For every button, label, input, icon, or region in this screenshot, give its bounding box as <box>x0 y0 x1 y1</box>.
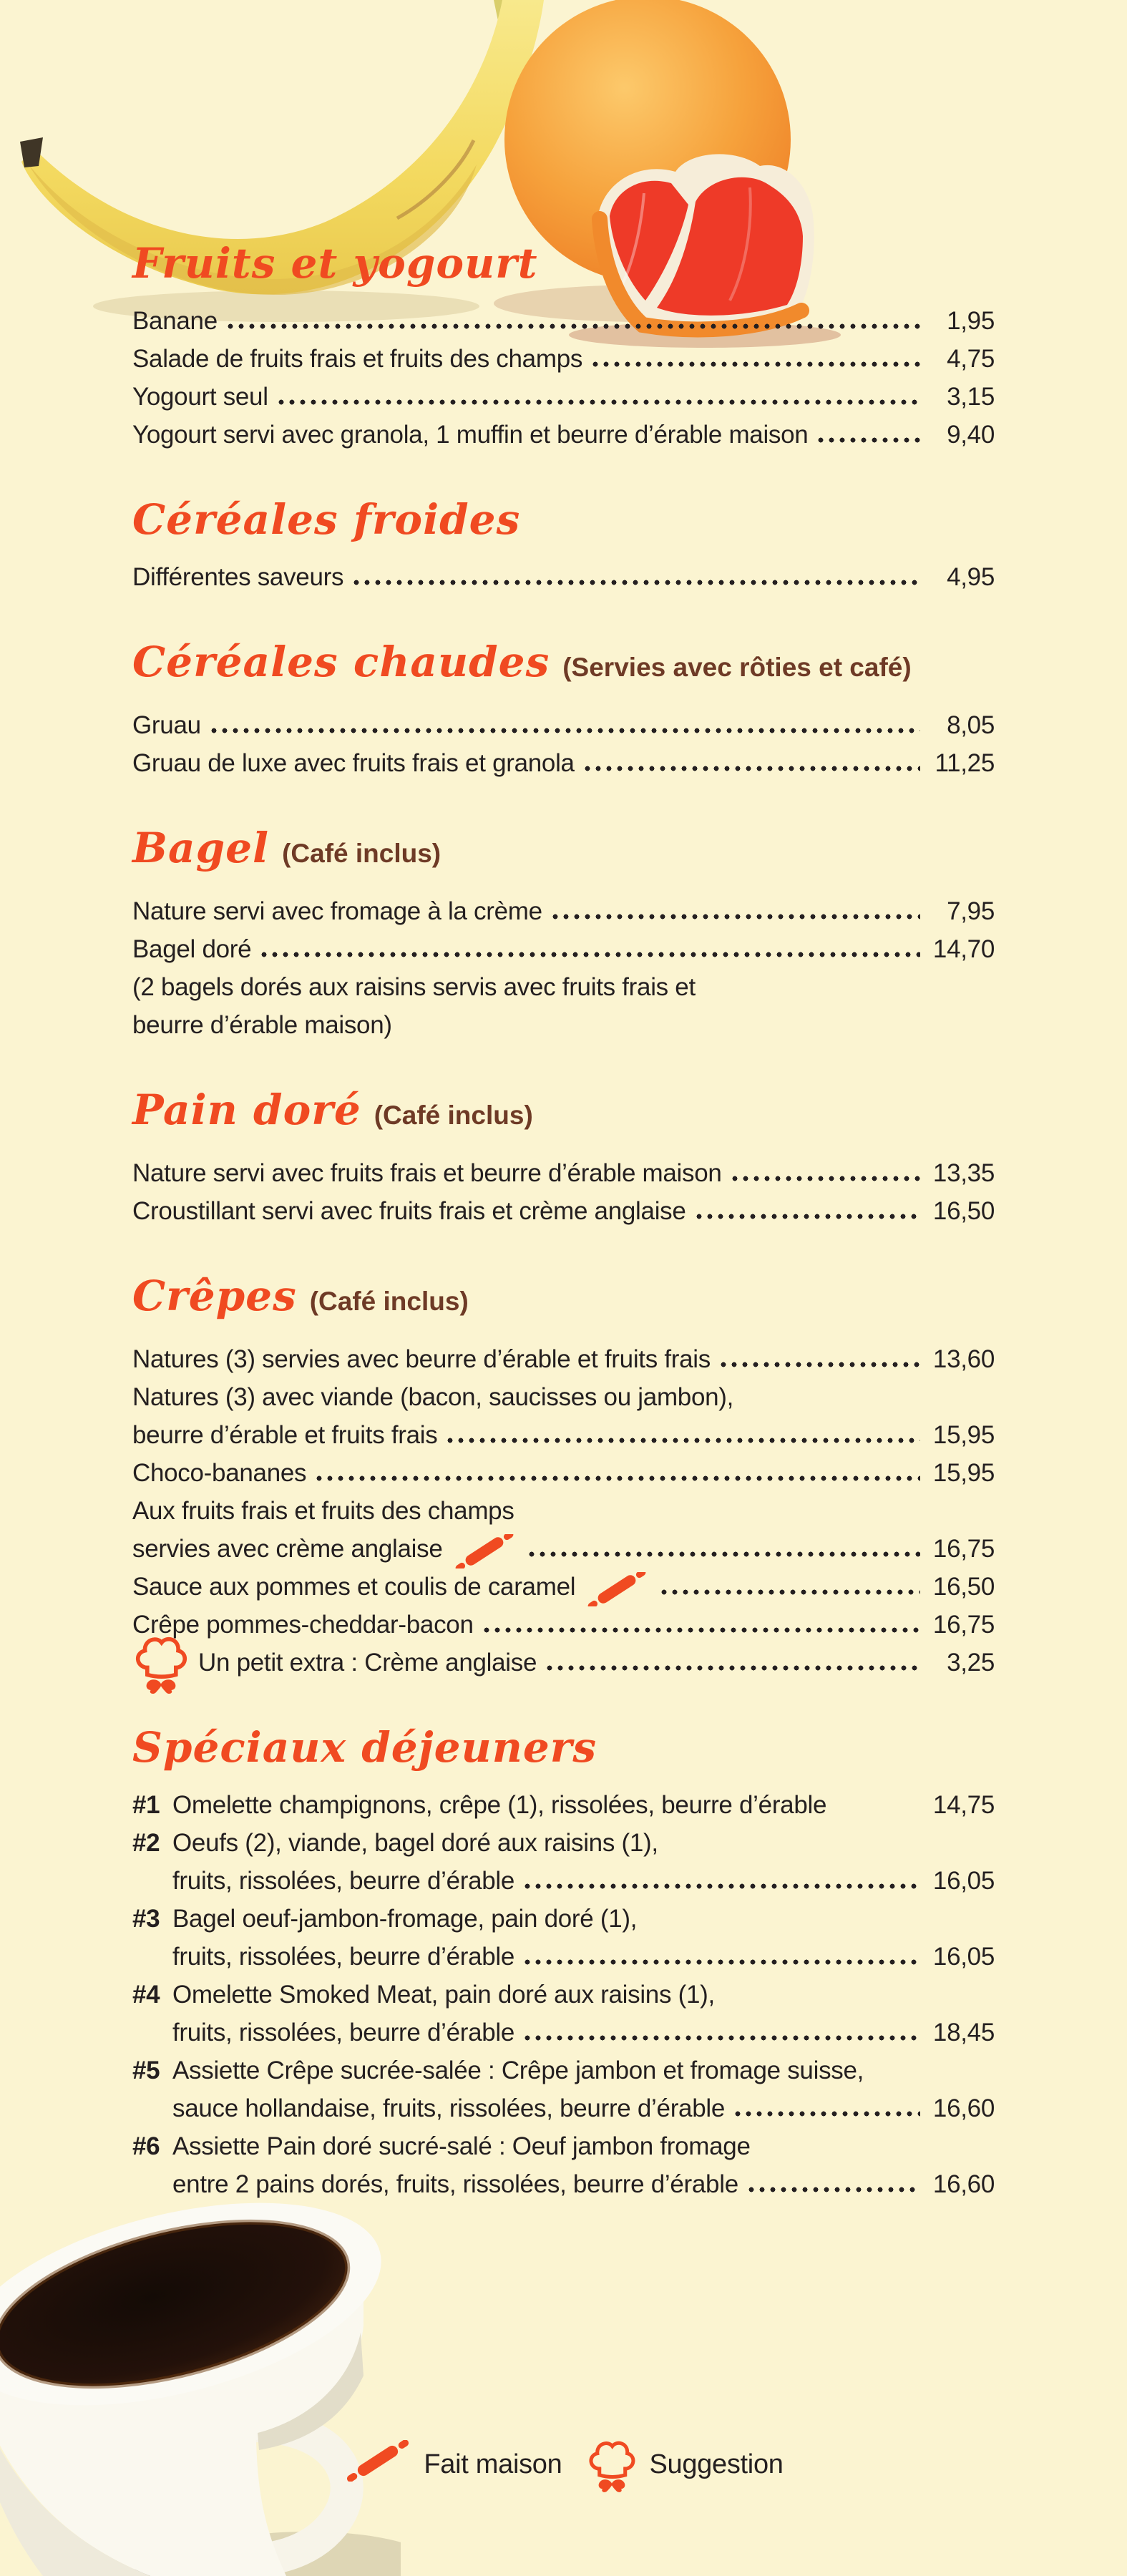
item-price: 13,60 <box>932 1345 995 1373</box>
dot-leader <box>818 437 920 443</box>
item-number: #1 <box>132 1791 160 1819</box>
menu-item-line <box>132 1568 995 1606</box>
menu-item-line <box>132 1192 995 1230</box>
item-price: 16,05 <box>932 1867 995 1895</box>
item-price: 16,75 <box>932 1535 995 1563</box>
dot-leader <box>525 1959 920 1965</box>
dot-leader <box>278 399 920 405</box>
menu-item-line <box>132 340 995 378</box>
item-price: 16,50 <box>932 1573 995 1601</box>
dot-leader <box>353 580 920 585</box>
item-price: 4,75 <box>947 345 995 373</box>
item-text: Yogourt servi avec granola, 1 muffin et beurre d’érable maison <box>132 421 809 449</box>
item-text: (2 bagels dorés aux raisins servis avec fruits frais et <box>132 973 696 1001</box>
item-number: #3 <box>132 1905 160 1933</box>
section-title: Céréales chaudes <box>132 638 550 686</box>
menu-item-line <box>132 2089 995 2127</box>
item-text: Sauce aux pommes et coulis de caramel <box>132 1573 576 1601</box>
menu-section <box>132 633 995 782</box>
menu-item-line <box>132 1154 995 1192</box>
menu-item-line <box>132 706 995 744</box>
chef-hat-icon <box>586 2436 638 2493</box>
item-text: Différentes saveurs <box>132 563 344 591</box>
item-text: Crêpe pommes-cheddar-bacon <box>132 1611 474 1639</box>
menu-item-line <box>132 558 995 596</box>
item-text: fruits, rissolées, beurre d’érable <box>172 2019 515 2046</box>
menu-sections <box>132 235 995 2203</box>
legend-fait-maison <box>343 2440 562 2489</box>
dot-leader <box>732 1176 920 1181</box>
item-price: 3,15 <box>947 383 995 411</box>
legend-suggestion-label: Suggestion <box>649 2449 784 2479</box>
item-text: Assiette Crêpe sucrée-salée : Crêpe jambon et fromage suisse, <box>172 2057 864 2084</box>
dot-leader <box>592 361 920 367</box>
item-text: Nature servi avec fromage à la crème <box>132 897 542 925</box>
coffee-cup-image <box>0 2190 401 2576</box>
item-text: Choco-bananes <box>132 1459 307 1487</box>
item-text: fruits, rissolées, beurre d’érable <box>172 1943 515 1971</box>
item-price: 9,40 <box>947 421 995 449</box>
item-text: fruits, rissolées, beurre d’érable <box>172 1867 515 1895</box>
legend-suggestion <box>586 2436 783 2493</box>
menu-item-line <box>132 1606 995 1644</box>
menu-item-line <box>132 1786 995 1824</box>
menu-item-line <box>132 378 995 416</box>
item-price: 15,95 <box>932 1421 995 1449</box>
item-price: 11,25 <box>935 749 995 777</box>
item-number: #6 <box>132 2132 160 2160</box>
item-price: 8,05 <box>947 711 995 739</box>
dot-leader <box>211 728 920 733</box>
dot-leader <box>661 1589 920 1595</box>
menu-item-line <box>132 1938 995 1976</box>
menu-item-line <box>132 744 995 782</box>
menu-item-line <box>132 1454 995 1492</box>
item-price: 14,75 <box>932 1791 995 1819</box>
menu-item-line <box>132 1824 995 1862</box>
menu-item-line <box>132 2165 995 2203</box>
section-heading <box>132 491 995 548</box>
rolling-pin-icon <box>443 1534 519 1564</box>
item-price: 16,60 <box>932 2094 995 2122</box>
section-note: (Café inclus) <box>309 1287 469 1316</box>
menu-section <box>132 491 995 596</box>
section-title: Pain doré <box>132 1085 361 1134</box>
item-number: #2 <box>132 1829 160 1857</box>
dot-leader <box>547 1665 920 1671</box>
legend <box>0 2436 1127 2493</box>
section-title: Bagel <box>132 824 270 872</box>
rolling-pin-icon <box>575 1572 651 1602</box>
item-price: 3,25 <box>947 1649 995 1677</box>
item-price: 13,35 <box>932 1159 995 1187</box>
dot-leader <box>552 914 920 919</box>
section-heading <box>132 1267 995 1330</box>
item-text: Omelette Smoked Meat, pain doré aux raisins (1), <box>172 1981 715 2009</box>
item-text: Yogourt seul <box>132 383 268 411</box>
section-title: Spéciaux déjeuners <box>132 1723 597 1772</box>
section-heading <box>132 819 995 882</box>
dot-leader <box>447 1438 920 1443</box>
item-text: Omelette champignons, crêpe (1), rissolées, beurre d’érable <box>172 1791 827 1819</box>
dot-leader <box>525 2035 920 2041</box>
legend-fait-maison-label: Fait maison <box>424 2449 562 2479</box>
item-number: #4 <box>132 1981 160 2009</box>
menu-section <box>132 1719 995 2203</box>
item-text: entre 2 pains dorés, fruits, rissolées, beurre d’érable <box>172 2170 738 2198</box>
menu-item-line <box>132 930 995 968</box>
menu-section <box>132 819 995 1044</box>
dot-leader <box>484 1627 920 1633</box>
item-text: Nature servi avec fruits frais et beurre d’érable maison <box>132 1159 722 1187</box>
item-text: Aux fruits frais et fruits des champs <box>132 1497 514 1525</box>
section-note: (Servies avec rôties et café) <box>562 653 912 682</box>
dot-leader <box>228 323 920 329</box>
menu-item-line <box>132 1862 995 1900</box>
menu-item-line <box>132 2127 995 2165</box>
dot-leader <box>721 1362 920 1367</box>
item-number: #5 <box>132 2057 160 2084</box>
menu-item-line <box>132 1530 995 1568</box>
menu-item-line <box>132 968 995 1006</box>
menu-item-line <box>132 1976 995 2014</box>
menu-item-line <box>132 2014 995 2051</box>
item-text: Un petit extra : Crème anglaise <box>198 1649 537 1677</box>
section-title: Fruits et yogourt <box>132 239 538 288</box>
dot-leader <box>529 1551 921 1557</box>
menu-item-line <box>132 1006 995 1044</box>
item-price: 14,70 <box>932 935 995 963</box>
section-title: Céréales froides <box>132 495 521 544</box>
menu-item-line <box>132 1644 995 1682</box>
item-text: Croustillant servi avec fruits frais et crème anglaise <box>132 1197 686 1225</box>
item-text: Bagel oeuf-jambon-fromage, pain doré (1), <box>172 1905 638 1933</box>
item-text: Assiette Pain doré sucré-salé : Oeuf jambon fromage <box>172 2132 751 2160</box>
item-text: Banane <box>132 307 218 335</box>
section-heading <box>132 1081 995 1144</box>
item-text: Salade de fruits frais et fruits des champs <box>132 345 583 373</box>
section-heading <box>132 235 995 292</box>
menu-item-line <box>132 302 995 340</box>
item-text: Gruau <box>132 711 201 739</box>
dot-leader <box>525 1883 920 1889</box>
menu-item-line <box>132 1492 995 1530</box>
dot-leader <box>735 2111 920 2117</box>
dot-leader <box>585 766 920 771</box>
menu-item-line <box>132 892 995 930</box>
item-text: sauce hollandaise, fruits, rissolées, beurre d’érable <box>172 2094 726 2122</box>
menu-section <box>132 1081 995 1230</box>
dot-leader <box>261 952 920 957</box>
item-price: 16,60 <box>932 2170 995 2198</box>
section-note: (Café inclus) <box>282 839 441 868</box>
item-text: servies avec crème anglaise <box>132 1535 443 1563</box>
item-text: Oeufs (2), viande, bagel doré aux raisins (1), <box>172 1829 658 1857</box>
section-note: (Café inclus) <box>374 1101 533 1130</box>
item-text: Natures (3) servies avec beurre d’érable et fruits frais <box>132 1345 711 1373</box>
item-text: beurre d’érable maison) <box>132 1011 392 1039</box>
item-price: 18,45 <box>932 2019 995 2046</box>
dot-leader <box>836 1807 920 1813</box>
section-heading <box>132 1719 995 1776</box>
section-heading <box>132 633 995 696</box>
item-price: 16,75 <box>932 1611 995 1639</box>
item-price: 16,50 <box>932 1197 995 1225</box>
chef-hat-icon <box>132 1646 198 1680</box>
item-text: Natures (3) avec viande (bacon, saucisses ou jambon), <box>132 1383 734 1411</box>
dot-leader <box>748 2187 920 2192</box>
menu-section <box>132 235 995 454</box>
item-text: Bagel doré <box>132 935 252 963</box>
menu-item-line <box>132 2051 995 2089</box>
item-text: Gruau de luxe avec fruits frais et granola <box>132 749 575 777</box>
item-price: 1,95 <box>947 307 995 335</box>
item-price: 16,05 <box>932 1943 995 1971</box>
menu-item-line <box>132 1378 995 1416</box>
item-price: 4,95 <box>947 563 995 591</box>
dot-leader <box>316 1475 920 1481</box>
menu-item-line <box>132 1416 995 1454</box>
item-price: 15,95 <box>932 1459 995 1487</box>
dot-leader <box>696 1214 920 1219</box>
menu-item-line <box>132 1900 995 1938</box>
section-title: Crêpes <box>132 1272 297 1320</box>
menu-item-line <box>132 416 995 454</box>
item-text: beurre d’érable et fruits frais <box>132 1421 438 1449</box>
menu-section <box>132 1267 995 1682</box>
menu-item-line <box>132 1340 995 1378</box>
rolling-pin-icon <box>343 2440 412 2489</box>
item-price: 7,95 <box>947 897 995 925</box>
